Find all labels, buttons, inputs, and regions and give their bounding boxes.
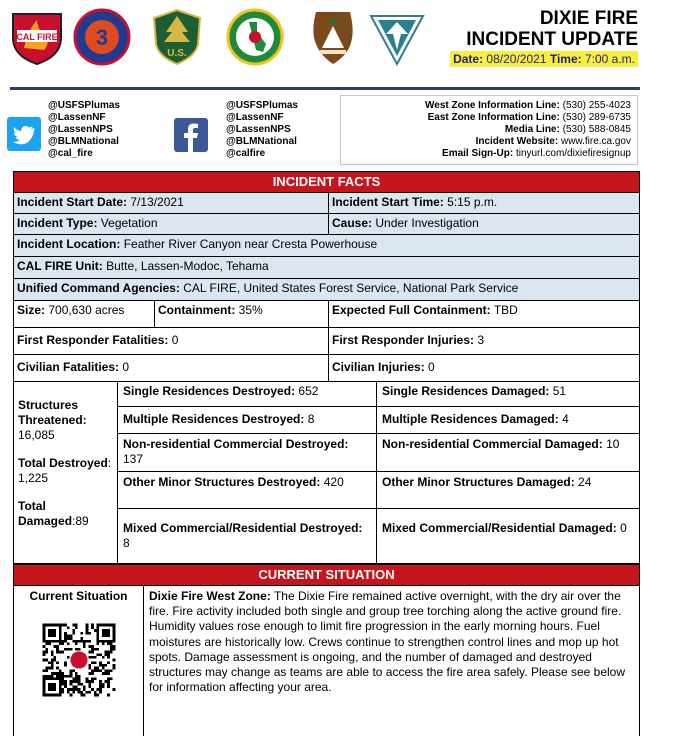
time-value: 7:00 a.m. [584,52,635,66]
non-residential-destroyed: Non-residential Commercial Destroyed: 137 [118,434,377,472]
cal-fire-unit: CAL FIRE Unit: Butte, Lassen-Modoc, Tehama [14,256,639,278]
incident-start-date: Incident Start Date: 7/13/2021 [17,195,184,209]
mixed-commercial-damaged: Mixed Commercial/Residential Damaged: 0 [382,521,627,535]
structures-threatened: Structures Threatened: 16,085 [18,398,87,442]
facts-row-type [14,213,639,234]
facts-row-civilians [14,354,639,381]
twitter-handle[interactable]: @cal_fire [48,148,93,159]
current-situation-heading: CURRENT SITUATION [14,565,639,585]
facebook-icon[interactable] [174,118,208,152]
facts-row-size [14,300,639,327]
twitter-handles [48,100,120,160]
expected-full-containment: Expected Full Containment: TBD [328,301,639,327]
facts-row-start [14,192,639,213]
incident-start-time: Incident Start Time: 5:15 p.m. [328,193,639,213]
facebook-handles [226,100,298,160]
twitter-handle[interactable]: @BLMNational [48,136,119,147]
facts-row-responders [14,327,639,354]
unified-command-agencies: Unified Command Agencies: CAL FIRE, United States Forest Service, National Park Service [14,278,639,300]
incident-update-title-block [450,8,638,68]
non-residential-damaged: Non-residential Commercial Damaged: 10 [377,434,639,472]
situation-description [144,586,639,736]
incident-location: Incident Location: Feather River Canyon near Cresta Powerhouse [14,234,639,256]
current-situation-label-cell [14,586,144,736]
incident-cause: Cause: Under Investigation [328,214,639,234]
current-situation-section [13,564,640,736]
qr-code-icon[interactable] [40,621,118,699]
fire-size: Size: 700,630 acres [17,303,125,317]
team-3-logo [73,8,131,66]
date-time-bar [450,51,638,67]
multiple-residences-damaged: Multiple Residences Damaged: 4 [377,407,639,434]
blm-logo [368,8,426,66]
mixed-commercial-destroyed: Mixed Commercial/Residential Destroyed: 8 [118,509,377,563]
email-signup: Email Sign-Up: tinyurl.com/dixiefiresignup [442,148,631,159]
incident-update-heading: INCIDENT UPDATE [466,29,638,50]
forest-service-logo [148,8,206,66]
website-link[interactable]: www.fire.ca.gov [560,136,631,147]
information-lines-box [340,95,638,165]
other-minor-damaged: Other Minor Structures Damaged: 24 [377,472,639,509]
header-divider [10,87,640,90]
current-situation-body [14,585,639,736]
svg-text:CAL FIRE: CAL FIRE [16,32,58,42]
twitter-handle[interactable]: @LassenNPS [48,124,113,135]
twitter-handle[interactable]: @LassenNF [48,112,106,123]
date-value: 08/20/2021 [486,52,547,66]
incident-facts-table [13,171,640,382]
structures-table [13,381,640,564]
multiple-residences-destroyed: Multiple Residences Destroyed: 8 [118,407,377,434]
cal-fire-logo [8,8,66,66]
single-residences-damaged: Single Residences Damaged: 51 [377,381,639,407]
agency-logos [8,8,428,66]
national-park-service-logo [304,8,362,66]
team-seal-logo [226,8,284,66]
svg-text:U.S.: U.S. [167,48,187,59]
twitter-handle[interactable]: @USFSPlumas [48,100,120,111]
incident-website: Incident Website: www.fire.ca.gov [475,136,631,147]
single-residences-destroyed: Single Residences Destroyed: 652 [118,381,377,407]
incident-facts-heading: INCIDENT FACTS [14,172,639,192]
total-destroyed: Total Destroyed: 1,225 [18,456,112,485]
svg-text:3: 3 [95,25,109,50]
first-responder-fatalities: First Responder Fatalities: 0 [17,333,179,347]
west-zone-line: West Zone Information Line: (530) 255-4023 [425,100,631,111]
structures-totals [14,381,118,563]
civilian-fatalities: Civilian Fatalities: 0 [17,360,130,374]
first-responder-injuries: First Responder Injuries: 3 [328,328,639,354]
date-label: Date: [453,52,484,66]
west-zone-heading: Dixie Fire West Zone: [149,589,271,603]
containment: Containment: 35% [154,301,328,327]
facebook-handle[interactable]: @BLMNational [226,136,297,147]
email-signup-link[interactable]: tinyurl.com/dixiefiresignup [515,148,631,159]
incident-type: Incident Type: Vegetation [17,216,158,230]
facebook-handle[interactable]: @USFSPlumas [226,100,298,111]
west-zone-text: The Dixie Fire remained active overnight, with the dry air over the fire. Fire activity included both single and group tree torching along the active ground fire. Humidity values rose enough to limit fire progression in the early morning hours. Fuel moistures are historically low. Crews continue to strengthen control lines and mop up hot spots. Damage assessment is ongoing, and the number of damaged and destroyed structures may change as teams are able to access the fire area safely. Please see below for information affecting your area. [149,589,626,695]
facebook-handle[interactable]: @LassenNPS [226,124,291,135]
time-label: Time: [549,52,582,66]
facebook-handle[interactable]: @calfire [226,148,266,159]
twitter-icon[interactable] [7,117,41,151]
other-minor-destroyed: Other Minor Structures Destroyed: 420 [118,472,377,509]
media-line: Media Line: (530) 588-0845 [504,124,631,135]
fire-name-title: DIXIE FIRE [539,8,638,29]
civilian-injuries: Civilian Injuries: 0 [328,355,639,381]
structures-grid [118,381,639,563]
total-damaged: Total Damaged:89 [18,499,89,528]
current-situation-label: Current Situation [29,589,128,603]
facebook-handle[interactable]: @LassenNF [226,112,284,123]
east-zone-line: East Zone Information Line: (530) 289-6735 [427,112,631,123]
